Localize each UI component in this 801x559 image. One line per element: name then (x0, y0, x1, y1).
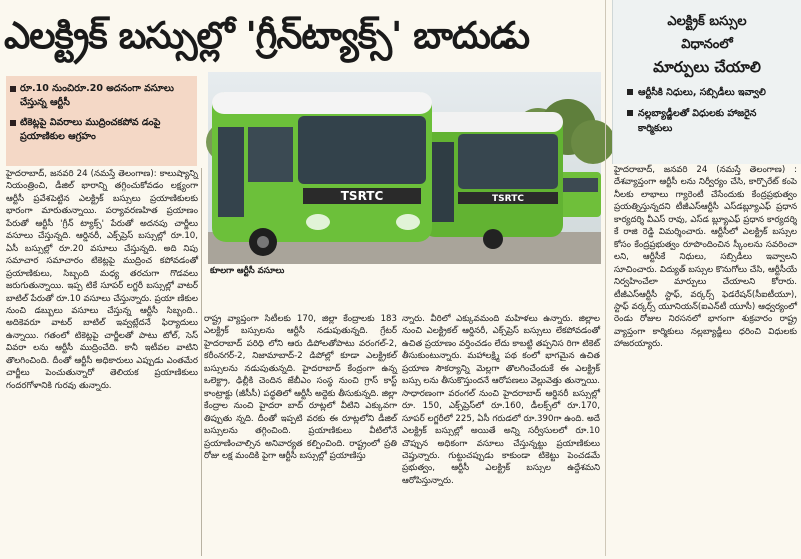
bullet-square-icon (627, 110, 633, 116)
sidebar-point-text: ఆర్టీసీకి నిధులు, సబ్సిడీలు ఇవ్వాలి (638, 87, 766, 98)
bus-text-1: TSRTC (340, 189, 384, 203)
bullet-square-icon (10, 86, 16, 92)
bullet-square-icon (627, 89, 633, 95)
sidebar-point-text: నల్లబ్యాడ్జీలతో విధులకు హాజరైన కార్మికులు (638, 108, 757, 134)
key-point-text: రూ.10 నుంచిరూ.20 అదనంగా వసూలు చేస్తున్న ఆర్టీసీ (20, 83, 174, 108)
key-point-text: టికెట్లపై వివరాలు ముద్రించకపోవ డంపై ప్రయాణికుల ఆగ్రహం (20, 117, 161, 142)
article-column-2: రాష్ట్ర వ్యాప్తంగా సిటీలకు 170, జిల్లా కేంద్రాలకు 183 ఎలక్ట్రిక్ బస్సులను ఆర్టీసీ నడుపుతున్నది. గ్రేటర్ హైదరాబాద్ పరిధి లోని ఆరు డిపోలతోపాటు వరంగల్-2, కరీంనగర్-2, నిజామాబాద్-2 డిపోల్లో కూడా ఎలక్ట్రికల్ బస్సులను నడుపుతున్నది. హైదరాబాద్ కేంద్రంగా ఉన్న ఒలెక్ట్రా, ఢిల్లీకి చెందిన జేబీఎం సంస్థ నుంచి గ్రాస్ కాస్ట్ కాంట్రాక్టు (జీసీసీ) పద్ధతిలో ఆర్టీసీ అద్దెకు తీసుకున్నది. జిల్లా కేంద్రాల నుంచి హైదరా బాద్ రూట్లలో వీటిని ఎక్కువగా తిప్పుతు న్నది. దీంతో ఇప్పటి వరకు ఈ రూట్లలోని డీజిల్ బస్సులను తగ్గించింది. ప్రయాణికులు వీటిలోనే ప్రయాణించాల్సిన అనివార్యత కల్పించింది. రాష్ట్రంలో ప్రతి రోజు లక్ష మందికి పైగా ఆర్టీసీ బస్సుల్లో ప్రయాణిస్తు (204, 314, 400, 461)
sidebar-title-line: ఎలక్ట్రిక్ బస్సుల (667, 14, 747, 29)
sidebar-box (612, 0, 801, 164)
key-point (10, 82, 193, 110)
sidebar-point (613, 100, 801, 136)
article-column-1: హైదరాబాద్, జనవరి 24 (నమస్తే తెలంగాణ): కాలుష్యాన్ని నియంత్రించి, డీజిల్ భారాన్ని తగ్గించుకోవడం లక్ష్యంగా ఆర్టీసీ ప్రవేశపెట్టిన ఎలక్ట్రిక్ బస్సులు ప్రయాణికులకు భారంగా మారుతున్నాయి. పర్యావరణహిత ప్రయాణం పేరుతో ఆర్టీసీ 'గ్రీన్ ట్యాక్స్' పేరుతో అదనపు చార్జీలు వసూలు చేస్తున్నది. ఆర్డినరీ, ఎక్స్‌ప్రెస్ బస్సుల్లో రూ.10, ఏసీ బస్సుల్లో రూ.20 వసూలు చేస్తున్నది. అది నిపు సమాచార సమాచారం టికెట్లపై ముద్రించ కపోవడంతో ప్రయాణికులు, సిబ్బంది మధ్య తరచుగా గొడవలు జరుగుతున్నాయి. ఇప్ప టికే సూపర్ లగ్జరీ బస్సుల్లో వాటర్ బాటిల్ పేరుతో రూ.10 వసూలు చేస్తున్నారు. ప్రయా ణికుల నుంచి డబ్బులు వసూలు చేస్తున్న ఆర్టీసీ సిబ్బంది.. అదికెవరూ వాటర్ బాటిల్ ఇవ్వట్లేదనే ఫిర్యాదులు ఉన్నాయి. గతంలో టికెట్లపై చార్జీలతో పాటు టోల్, సెస్ వివరా లను ఆర్టీసీ ముద్రించేది. కానీ ఇటీవల వాటిని తొలగించింది. దీంతో ఆర్టీసీ అధికారులు ఎప్పుడు ఎంతమేర చార్జీలు పెంచుతున్నారో తెలియక ప్రయాణికులు గందరగోళానికి గురవు తున్నారు. (6, 169, 201, 391)
headline: ఎలక్ట్రిక్ బస్సుల్లో 'గ్రీన్‌ట్యాక్స్' బాదుడు (4, 14, 530, 57)
sidebar-title (613, 0, 801, 79)
key-point (10, 116, 193, 144)
bus-text-2: TSRTC (492, 194, 524, 204)
sidebar-title-line: విధానంలో (681, 37, 733, 52)
sidebar-divider (605, 0, 606, 556)
bus-photo (208, 72, 601, 264)
photo-caption: కూలగా ఆర్టీసీ వసూలు (210, 266, 285, 276)
sidebar-title-line: మార్పులు చేయాలి (653, 58, 761, 76)
column-divider (201, 168, 202, 556)
electric-bus-image (208, 72, 601, 264)
bullet-square-icon (10, 120, 16, 126)
article-column-3: న్నారు. వీరిలో ఎక్కువమంది మహిళలు ఉన్నారు. జిల్లాల నుంచి ఎలక్ట్రికల్ ఆర్డినరీ, ఎక్స్‌ప్రెస్ బస్సులు లేకపోవడంతో ఉచిత ప్రయాణం వర్తించడం లేదు కాబట్టి తప్పనిస రిగా టికెట్ తీసుకుంటున్నారు. మహాలక్ష్మి పథ కంలో భాగమైన ఉచిత ప్రయాణ సౌకర్యాన్ని మెల్లగా తొలగించేందుకే ఈ ఎలక్ట్రిక్ బస్సు లను తీసుకొస్తుందనే ఆరోపణలు వెల్లువెత్తు తున్నాయి. సాధారణంగా వరంగల్ నుంచి హైదరాబాద్ ఆర్డినరీ బస్సుల్లో రూ. 150, ఎక్స్‌ప్రెస్‌లో రూ.160, డీలక్స్‌లో రూ.170, సూపర్ లగ్జరీలో 225, ఏసీ గరుడలో రూ.390గా ఉంది. అదే ఎలక్ట్రిక్ బస్సుల్లో అయితే అన్ని సర్వీసులలో రూ.10 చొప్పున అధికంగా వసూలు చేస్తున్నట్టు ప్రయాణికులు చెప్తున్నారు. గుట్టుచప్పుడు కాకుండా టికెట్టు పెంచడమే ప్రభుత్వం, ఆర్టీసీ ఎలక్ట్రిక్ బస్సుల ఉద్దేశమని ఆరోపిస్తున్నారు. (402, 314, 603, 486)
key-points-box (6, 76, 197, 166)
sidebar-point (613, 79, 801, 100)
sidebar-article-column: హైదరాబాద్, జనవరి 24 (నమస్తే తెలంగాణ) : దేశవ్యాప్తంగా ఆర్టీసీ లను నిర్వీర్యం చేసి, కార్పొరేట్ కంపె నీలకు లాభాలు గ్యారెంటీ చేసేందుకు కేంద్రప్రభుత్వం ప్రయత్నిస్తున్నదని టీజీఎస్ఆర్టీసీ ఎస్‌డబ్ల్యూఎఫ్ ప్రధాన కార్యదర్శి వీఎస్ రావు, ఎస్‌డ బ్ల్యూఎఫ్ ప్రధాన కార్యదర్శి కే రాజి రెడ్డి విమర్శించారు. ఆర్టీసీలో ఎలక్ట్రిక్ బస్సుల కోసం కేంద్రప్రభుత్వం రూపొందించిన స్కీంలను సవరించా లని, ఆర్టీసీకే నిధులు, సబ్సిడీలు ఇవ్వాలని సూచించారు. విద్యుత్ బస్సుల కొనుగోలు చేసి, ఆర్టీసీయే నిర్వహించేలా మార్పులు చేయాలని కోరారు. టీజీఎస్ఆర్టీసీ స్టాఫ్, వర్కర్స్ ఫెడరేషన్(సీఐటీయూ), స్టాఫ్ వర్కర్స్ యూనియన్(ఐఎన్‌టీ యూసీ) ఆధ్వర్యంలో రెండు రోజుల నిరసనలో భాగంగా శుక్రవారం రాష్ట్ర వ్యాప్తంగా కార్మికులు నల్లబ్యాడ్జీలు ధరించి విధులకు హాజరయ్యారు. (614, 165, 800, 350)
